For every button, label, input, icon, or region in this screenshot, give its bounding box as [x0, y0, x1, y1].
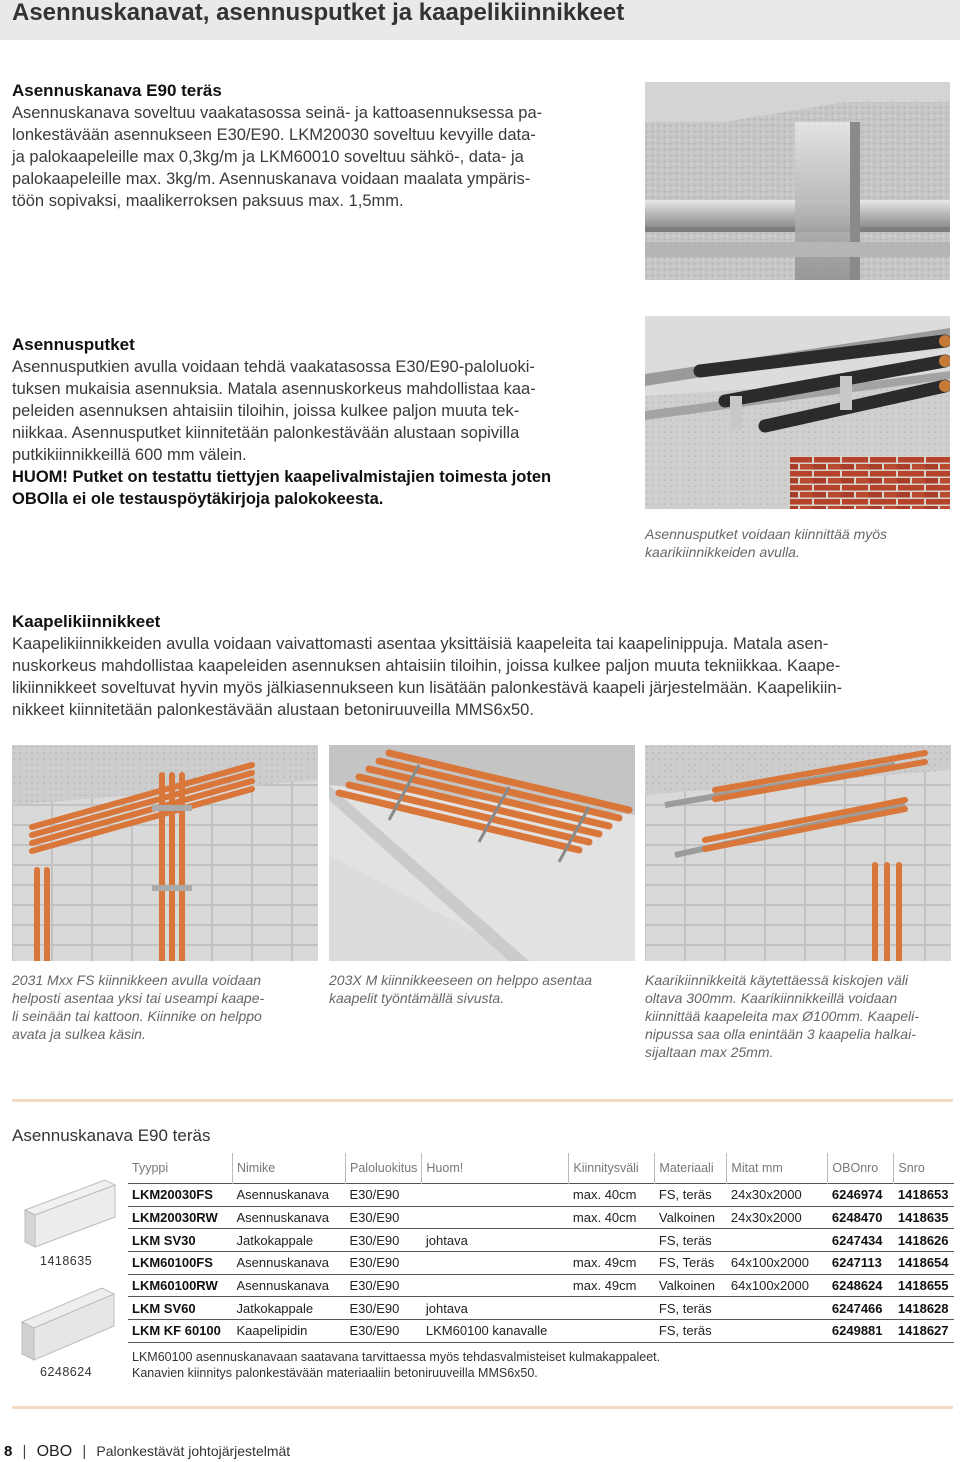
table-cell: 1418628	[894, 1297, 955, 1320]
column-header: Nimike	[233, 1153, 346, 1184]
table-cell: E30/E90	[346, 1297, 422, 1320]
warning-line	[12, 466, 622, 488]
body-line: töön sopivaksi, maalikerroksen paksuus max. 1,5mm.	[12, 192, 404, 210]
caption-line: 2031 Mxx FS kiinnikkeen avulla voidaan	[12, 972, 262, 988]
column-header: Snro	[894, 1153, 955, 1184]
table-cell: 6249881	[828, 1320, 894, 1343]
column-header: OBOnro	[828, 1153, 894, 1184]
conduit-photo	[645, 316, 950, 509]
body-line: nikkeet kiinnitetään palonkestävään alustaan betoniruuveilla MMS6x50.	[12, 701, 534, 719]
body-line: Asennuskanava soveltuu vaakatasossa seinä- ja kattoasennuksessa pa-	[12, 104, 543, 122]
table-heading: Asennuskanava E90 teräs	[12, 1126, 211, 1145]
section-conduits	[12, 334, 622, 510]
caption-line: kiinnittää kaapeleita max Ø100mm. Kaapeli-	[645, 1008, 919, 1024]
caption-line: Kaarikiinnikkeitä käytettäessä kiskojen väli	[645, 972, 909, 988]
table-cell: LKM60100FS	[128, 1252, 233, 1275]
product-table-grid	[128, 1153, 954, 1343]
table-cell: 1418654	[894, 1252, 955, 1275]
table-cell: FS, teräs	[655, 1297, 727, 1320]
table-cell: E30/E90	[346, 1206, 422, 1229]
body-line: ja palokaapeleille max 0,3kg/m ja LKM60010 soveltuu sähkö-, data- ja	[12, 148, 524, 166]
clamp-photo-3	[645, 745, 951, 961]
footer-brand: OBO	[36, 1443, 73, 1460]
body-line: niikkaa. Asennusputket kiinnitetään palonkestävään alustaan sopivilla	[12, 424, 520, 442]
column-header: Paloluokitus	[346, 1153, 422, 1184]
table-cell: 1418626	[894, 1229, 955, 1252]
section-heading: Asennusputket	[12, 335, 135, 354]
product-code: 6248624	[40, 1365, 93, 1379]
table-row	[128, 1274, 954, 1297]
table-cell: E30/E90	[346, 1320, 422, 1343]
table-cell	[569, 1229, 655, 1252]
table-cell: FS, teräs	[655, 1320, 727, 1343]
table-cell: Asennuskanava	[233, 1274, 346, 1297]
column-header: Huom!	[422, 1153, 569, 1184]
table-cell: LKM SV30	[128, 1229, 233, 1252]
product-code: 1418635	[40, 1254, 93, 1268]
caption-line: 203X M kiinnikkeeseen on helppo asentaa	[329, 972, 593, 988]
table-cell: E30/E90	[346, 1252, 422, 1275]
section-channel	[12, 80, 622, 212]
table-cell: 6247113	[828, 1252, 894, 1275]
table-cell: 6248624	[828, 1274, 894, 1297]
table-cell: 6247434	[828, 1229, 894, 1252]
clamp-photo-2	[329, 745, 635, 961]
table-cell: max. 40cm	[569, 1206, 655, 1229]
table-row	[128, 1206, 954, 1229]
conduit-caption	[645, 525, 950, 561]
table-cell: Asennuskanava	[233, 1206, 346, 1229]
table-cell: Jatkokappale	[233, 1229, 346, 1252]
channel-photo	[645, 82, 950, 280]
clamp-photo-1	[12, 745, 318, 961]
column-header: Kiinnitysväli	[569, 1153, 655, 1184]
table-cell: FS, teräs	[655, 1229, 727, 1252]
body-line: putkikiinnikkeillä 600 mm välein.	[12, 446, 247, 464]
table-cell	[422, 1206, 569, 1229]
warning-label: HUOM!	[12, 468, 68, 486]
page-footer	[4, 1441, 290, 1462]
table-notes	[132, 1349, 660, 1381]
table-cell: LKM20030RW	[128, 1206, 233, 1229]
table-cell	[727, 1320, 828, 1343]
section-clamps	[12, 611, 952, 721]
column-header: Materiaali	[655, 1153, 727, 1184]
table-row	[128, 1320, 954, 1343]
body-line: tuksen mukaisia asennuksia. Matala asennuskorkeus mahdollistaa kaa-	[12, 380, 536, 398]
table-row	[128, 1184, 954, 1207]
caption-line: kaarikiinnikkeiden avulla.	[645, 544, 800, 560]
column-header: Tyyppi	[132, 1161, 169, 1175]
table-cell: 24x30x2000	[727, 1206, 828, 1229]
table-cell: 24x30x2000	[727, 1184, 828, 1207]
table-cell: FS, Teräs	[655, 1252, 727, 1275]
warning-line: OBOlla ei ole testauspöytäkirjoja palokokeesta.	[12, 490, 384, 508]
caption-line: helposti asentaa yksi tai useampi kaape-	[12, 990, 265, 1006]
table-cell: 6247466	[828, 1297, 894, 1320]
table-cell	[727, 1229, 828, 1252]
footer-separator: |	[82, 1443, 87, 1460]
page-number: 8	[4, 1443, 13, 1460]
table-cell: E30/E90	[346, 1229, 422, 1252]
caption-line: li seinään tai kattoon. Kiinnike on helppo	[12, 1008, 262, 1024]
table-cell: max. 40cm	[569, 1184, 655, 1207]
product-table	[128, 1153, 954, 1343]
clamp-caption-2	[329, 971, 635, 1007]
table-row	[128, 1252, 954, 1275]
section-heading: Asennuskanava E90 teräs	[12, 81, 222, 100]
body-line: lonkestävään asennukseen E30/E90. LKM20030 soveltuu kevyille data-	[12, 126, 536, 144]
table-row	[128, 1229, 954, 1252]
table-cell: 6248470	[828, 1206, 894, 1229]
table-cell: LKM SV60	[128, 1297, 233, 1320]
table-cell	[422, 1184, 569, 1207]
caption-line: oltava 300mm. Kaarikiinnikkeillä voidaan	[645, 990, 898, 1006]
body-line: nuskorkeus mahdollistaa kaapeleiden asennuksen ahtaisiin tiloihin, joissa kulkee paljon muuta tekniikkaa. Kaape-	[12, 657, 841, 675]
table-cell: 64x100x2000	[727, 1252, 828, 1275]
caption-line: Asennusputket voidaan kiinnittää myös	[645, 526, 888, 542]
caption-line: kaapelit työntämällä sivusta.	[329, 990, 505, 1006]
table-row	[128, 1297, 954, 1320]
table-cell: Jatkokappale	[233, 1297, 346, 1320]
table-cell	[569, 1297, 655, 1320]
table-cell	[422, 1252, 569, 1275]
table-cell: E30/E90	[346, 1274, 422, 1297]
caption-line: nipussa saa olla enintään 3 kaapelia halkai-	[645, 1026, 916, 1042]
table-cell: max. 49cm	[569, 1274, 655, 1297]
table-cell: LKM20030FS	[128, 1184, 233, 1207]
table-header-row	[128, 1153, 954, 1184]
footer-section: Palonkestävät johtojärjestelmät	[96, 1443, 291, 1459]
table-cell	[569, 1320, 655, 1343]
table-cell: 1418655	[894, 1274, 955, 1297]
warning-text: Putket on testattu tiettyjen kaapelivalmistajien toimesta joten	[67, 468, 552, 486]
table-cell: Kaapelipidin	[233, 1320, 346, 1343]
section-divider	[12, 1406, 953, 1409]
table-cell: johtava	[422, 1297, 569, 1320]
clamp-caption-1	[12, 971, 312, 1043]
table-cell: Valkoinen	[655, 1274, 727, 1297]
table-cell: LKM60100RW	[128, 1274, 233, 1297]
table-cell	[422, 1274, 569, 1297]
table-cell: Asennuskanava	[233, 1184, 346, 1207]
table-cell: 64x100x2000	[727, 1274, 828, 1297]
note-line: Kanavien kiinnitys palonkestävään materiaaliin betoniruuveilla MMS6x50.	[132, 1366, 538, 1380]
table-cell: LKM60100 kanavalle	[422, 1320, 569, 1343]
channel-product-image	[20, 1175, 120, 1250]
table-cell: E30/E90	[346, 1184, 422, 1207]
note-line: LKM60100 asennuskanavaan saatavana tarvittaessa myös tehdasvalmisteiset kulmakappaleet.	[132, 1350, 661, 1364]
table-cell: 1418653	[894, 1184, 955, 1207]
footer-separator: |	[22, 1443, 27, 1460]
table-cell: 1418627	[894, 1320, 955, 1343]
body-line: Asennusputkien avulla voidaan tehdä vaakatasossa E30/E90-paloluoki-	[12, 358, 535, 376]
caption-line: avata ja sulkea käsin.	[12, 1026, 146, 1042]
column-header: Mitat mm	[727, 1153, 828, 1184]
table-cell: 1418635	[894, 1206, 955, 1229]
table-cell: johtava	[422, 1229, 569, 1252]
table-cell: Asennuskanava	[233, 1252, 346, 1275]
table-cell: max. 49cm	[569, 1252, 655, 1275]
caption-line: sijaltaan max 25mm.	[645, 1044, 774, 1060]
table-cell: FS, teräs	[655, 1184, 727, 1207]
body-line: peleiden asennuksen ahtaisiin tiloihin, joissa kulkee paljon muuta tek-	[12, 402, 520, 420]
table-cell: Valkoinen	[655, 1206, 727, 1229]
table-cell: 6246974	[828, 1184, 894, 1207]
table-cell	[727, 1297, 828, 1320]
body-line: palokaapeleille max. 3kg/m. Asennuskanava voidaan maalata ympäris-	[12, 170, 531, 188]
section-heading: Kaapelikiinnikkeet	[12, 612, 161, 631]
body-line: likiinnikkeet soveltuvat hyvin myös jälkiasennukseen kun lisätään palonkestävä kaapeli järjestelmään. Kaapelikiin-	[12, 679, 843, 697]
page-title: Asennuskanavat, asennusputket ja kaapelikiinnikkeet	[12, 0, 625, 26]
table-cell: LKM KF 60100	[128, 1320, 233, 1343]
body-line: Kaapelikiinnikkeiden avulla voidaan vaivattomasti asentaa yksittäisiä kaapeleita tai kaapelinippuja. Matala asen-	[12, 635, 829, 653]
section-divider	[12, 1099, 953, 1102]
clamp-caption-3	[645, 971, 951, 1061]
channel-product-image	[18, 1282, 118, 1362]
